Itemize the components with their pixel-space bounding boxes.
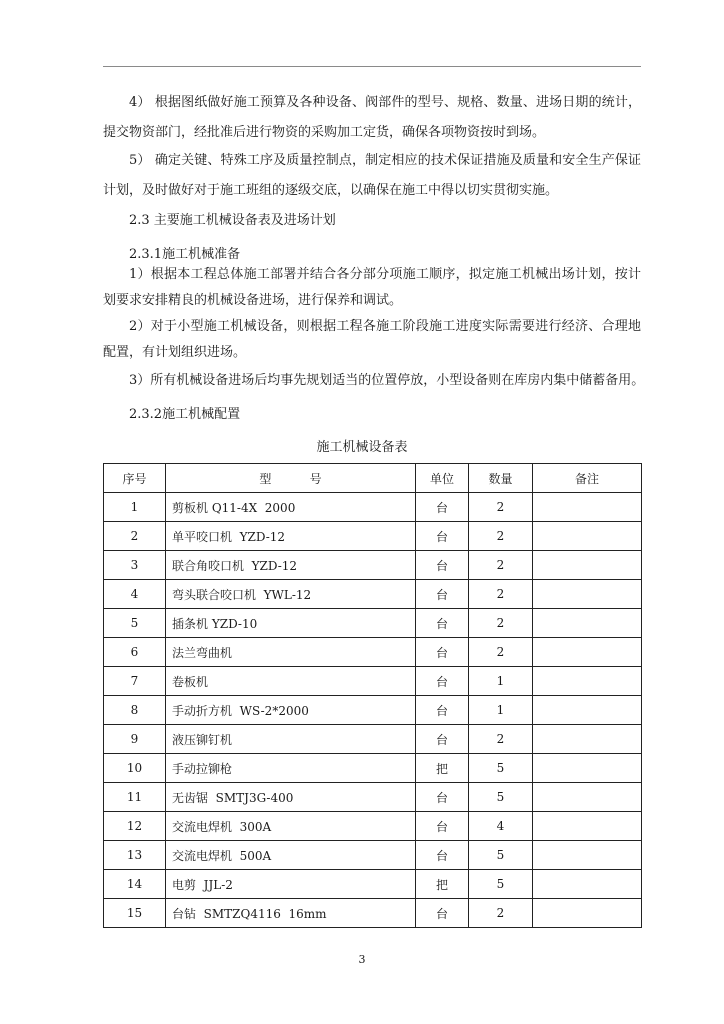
cell-seq: 9 [104, 725, 166, 754]
table-row [104, 609, 642, 638]
cell-model: 手动折方机 WS-2*2000 [166, 696, 416, 725]
table-row [104, 783, 642, 812]
cell-unit: 台 [416, 812, 469, 841]
cell-note [533, 667, 642, 696]
cell-qty: 2 [469, 522, 533, 551]
cell-seq: 3 [104, 551, 166, 580]
cell-unit: 台 [416, 609, 469, 638]
cell-qty: 2 [469, 899, 533, 928]
cell-model: 联合角咬口机 YZD-12 [166, 551, 416, 580]
prep-item-3: 3）所有机械设备进场后均事先规划适当的位置停放，小型设备则在库房内集中储蓄备用。 [129, 373, 645, 388]
table-row [104, 522, 642, 551]
cell-seq: 6 [104, 638, 166, 667]
cell-note [533, 493, 642, 522]
cell-model: 手动拉铆枪 [166, 754, 416, 783]
cell-unit: 台 [416, 725, 469, 754]
cell-unit: 台 [416, 899, 469, 928]
cell-note [533, 522, 642, 551]
equipment-table [103, 463, 642, 928]
cell-unit: 台 [416, 667, 469, 696]
table-row [104, 725, 642, 754]
cell-qty: 2 [469, 725, 533, 754]
cell-seq: 10 [104, 754, 166, 783]
cell-qty: 2 [469, 609, 533, 638]
cell-note [533, 638, 642, 667]
cell-model: 液压铆钉机 [166, 725, 416, 754]
cell-model: 插条机 YZD-10 [166, 609, 416, 638]
cell-model: 单平咬口机 YZD-12 [166, 522, 416, 551]
cell-seq: 1 [104, 493, 166, 522]
cell-unit: 台 [416, 493, 469, 522]
cell-model: 剪板机 Q11-4X 2000 [166, 493, 416, 522]
table-header-row [104, 464, 642, 493]
cell-note [533, 725, 642, 754]
cell-model: 交流电焊机 300A [166, 812, 416, 841]
cell-qty: 2 [469, 551, 533, 580]
cell-unit: 台 [416, 522, 469, 551]
table-row [104, 667, 642, 696]
cell-model: 法兰弯曲机 [166, 638, 416, 667]
table-row [104, 754, 642, 783]
cell-seq: 13 [104, 841, 166, 870]
cell-qty: 2 [469, 493, 533, 522]
cell-unit: 把 [416, 870, 469, 899]
table-title: 施工机械设备表 [316, 440, 408, 455]
header-note: 备注 [533, 464, 642, 493]
cell-qty: 5 [469, 783, 533, 812]
cell-note [533, 899, 642, 928]
table-row [104, 638, 642, 667]
cell-seq: 11 [104, 783, 166, 812]
cell-seq: 8 [104, 696, 166, 725]
cell-unit: 台 [416, 696, 469, 725]
cell-model: 无齿锯 SMTJ3G-400 [166, 783, 416, 812]
cell-unit: 台 [416, 783, 469, 812]
table-body [104, 493, 642, 928]
section-heading-2-3-1: 2.3.1施工机械准备 [129, 247, 241, 262]
table-row [104, 899, 642, 928]
cell-seq: 7 [104, 667, 166, 696]
cell-unit: 把 [416, 754, 469, 783]
section-heading-2-3-2: 2.3.2施工机械配置 [129, 407, 241, 422]
cell-unit: 台 [416, 638, 469, 667]
cell-qty: 5 [469, 841, 533, 870]
cell-note [533, 551, 642, 580]
header-model: 型 号 [166, 464, 416, 493]
table-row [104, 551, 642, 580]
cell-note [533, 580, 642, 609]
table-row [104, 493, 642, 522]
header-unit: 单位 [416, 464, 469, 493]
cell-note [533, 783, 642, 812]
cell-note [533, 812, 642, 841]
cell-note [533, 696, 642, 725]
table-row [104, 812, 642, 841]
cell-unit: 台 [416, 580, 469, 609]
cell-note [533, 841, 642, 870]
cell-seq: 14 [104, 870, 166, 899]
header-seq: 序号 [104, 464, 166, 493]
cell-qty: 1 [469, 696, 533, 725]
cell-seq: 4 [104, 580, 166, 609]
table-row [104, 580, 642, 609]
cell-unit: 台 [416, 551, 469, 580]
page-number: 3 [358, 953, 366, 966]
section-heading-2-3: 2.3 主要施工机械设备表及进场计划 [129, 213, 336, 228]
cell-model: 台钻 SMTZQ4116 16mm [166, 899, 416, 928]
cell-model: 卷板机 [166, 667, 416, 696]
cell-qty: 2 [469, 638, 533, 667]
cell-model: 交流电焊机 500A [166, 841, 416, 870]
cell-seq: 2 [104, 522, 166, 551]
paragraph-5: 5） 确定关键、特殊工序及质量控制点，制定相应的技术保证措施及质量和安全生产保证计划，及时做好对于施工班组的逐级交底，以确保在施工中得以切实贯彻实施。 [103, 153, 641, 198]
cell-qty: 5 [469, 870, 533, 899]
table-row [104, 841, 642, 870]
prep-item-1: 1）根据本工程总体施工部署并结合各分部分项施工顺序，拟定施工机械出场计划，按计划要求安排精良的机械设备进场，进行保养和调试。 [103, 267, 641, 308]
header-qty: 数量 [469, 464, 533, 493]
cell-model: 电剪 JJL-2 [166, 870, 416, 899]
cell-note [533, 754, 642, 783]
header-rule [103, 66, 641, 67]
table-row [104, 696, 642, 725]
prep-item-2: 2）对于小型施工机械设备，则根据工程各施工阶段施工进度实际需要进行经济、合理地配置，有计划组织进场。 [103, 319, 641, 360]
cell-seq: 12 [104, 812, 166, 841]
paragraph-4: 4） 根据图纸做好施工预算及各种设备、阀部件的型号、规格、数量、进场日期的统计，提交物资部门，经批准后进行物资的采购加工定货，确保各项物资按时到场。 [103, 95, 641, 140]
cell-qty: 4 [469, 812, 533, 841]
cell-seq: 5 [104, 609, 166, 638]
cell-note [533, 870, 642, 899]
cell-seq: 15 [104, 899, 166, 928]
cell-unit: 台 [416, 841, 469, 870]
cell-qty: 5 [469, 754, 533, 783]
cell-note [533, 609, 642, 638]
cell-qty: 2 [469, 580, 533, 609]
cell-qty: 1 [469, 667, 533, 696]
cell-model: 弯头联合咬口机 YWL-12 [166, 580, 416, 609]
table-row [104, 870, 642, 899]
